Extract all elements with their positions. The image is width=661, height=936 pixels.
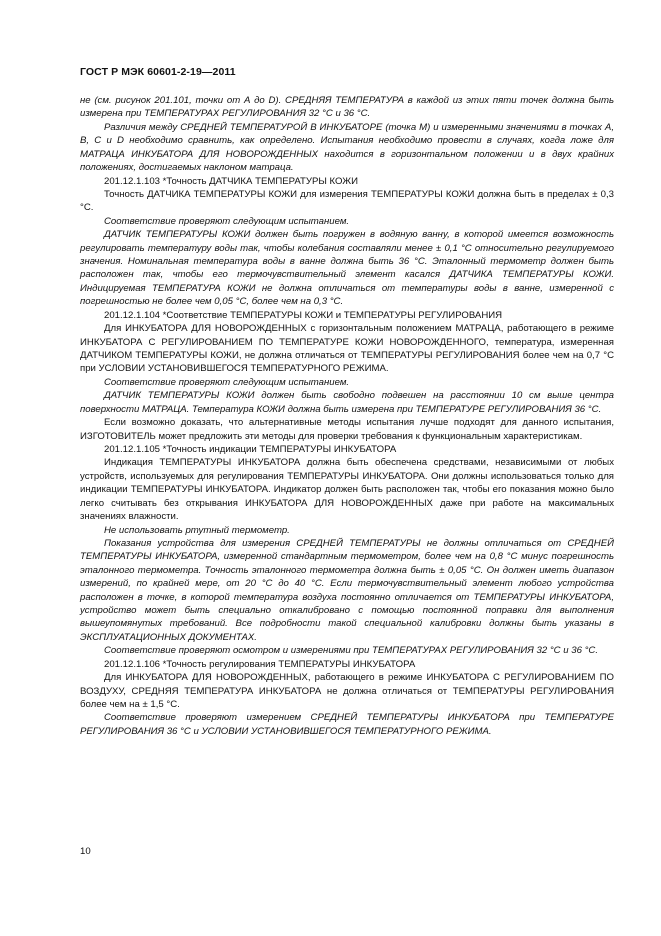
- paragraph: ДАТЧИК ТЕМПЕРАТУРЫ КОЖИ должен быть погружен в водяную ванну, в которой имеется возможность регулировать температуру воды так, чтобы колебания составляли менее ± 0,1 °С относительно регулируемого значения. Номинальная температура воды в ванне должна быть 36 °С. Эталонный термометр должен быть расположен так, чтобы его термочувствительный элемент касался ДАТЧИКА ТЕМПЕРАТУРЫ КОЖИ. Индицируемая ТЕМПЕРАТУРА КОЖИ не должна отличаться от температуры воды в ванне, измеренной с погрешностью не более чем 0,05 °С, более чем на 0,3 °С.: [80, 229, 614, 308]
- section-heading: 201.12.1.104 *Соответствие ТЕМПЕРАТУРЫ КОЖИ и ТЕМПЕРАТУРЫ РЕГУЛИРОВАНИЯ: [104, 309, 503, 321]
- paragraph: Соответствие проверяют следующим испытанием.: [104, 215, 350, 227]
- paragraph: Для ИНКУБАТОРА ДЛЯ НОВОРОЖДЕННЫХ с горизонтальным положением МАТРАЦА, работающего в режиме ИНКУБАТОРА С РЕГУЛИРОВАНИЕМ ПО ТЕМПЕРАТУРЕ КОЖИ НОВОРОЖДЕННОГО, температура, измеренная ДАТЧИКОМ ТЕМПЕРАТУРЫ КОЖИ, не должна отличаться от ТЕМПЕРАТУРЫ РЕГУЛИРОВАНИЯ более чем на 0,7 °С при УСЛОВИИ УСТАНОВИВШЕГОСЯ ТЕМПЕРАТУРНОГО РЕЖИМА.: [80, 323, 614, 375]
- paragraph: Индикация ТЕМПЕРАТУРЫ ИНКУБАТОРА должна быть обеспечена средствами, независимыми от любых устройств, используемых для регулирования ТЕМПЕРАТУРЫ ИНКУБАТОРА. Они должны использоваться только для индикации ТЕМПЕРАТУРЫ ИНКУБАТОРА. Индикатор должен быть расположен так, чтобы его показания можно было легко считывать без открывания ИНКУБАТОРА ДЛЯ НОВОРОЖДЕННЫХ даже при работе на максимальных значениях влажности.: [80, 457, 614, 523]
- section-heading: 201.12.1.105 *Точность индикации ТЕМПЕРАТУРЫ ИНКУБАТОРА: [104, 443, 397, 455]
- paragraph: не (см. рисунок 201.101, точки от А до D). СРЕДНЯЯ ТЕМПЕРАТУРА в каждой из этих пяти точек должна быть измерена при ТЕМПЕРАТУРАХ РЕГУЛИРОВАНИЯ 32 °С и 36 °С.: [80, 95, 614, 120]
- paragraph: Соответствие проверяют измерением СРЕДНЕЙ ТЕМПЕРАТУРЫ ИНКУБАТОРА при ТЕМПЕРАТУРЕ РЕГУЛИРОВАНИЯ 36 °С и УСЛОВИИ УСТАНОВИВШЕГОСЯ ТЕМПЕРАТУРНОГО РЕЖИМА.: [80, 712, 614, 737]
- paragraph: Соответствие проверяют следующим испытанием.: [104, 376, 350, 388]
- page-number: 10: [80, 846, 91, 857]
- paragraph: Показания устройства для измерения СРЕДНЕЙ ТЕМПЕРАТУРЫ не должны отличаться от СРЕДНЕЙ ТЕМПЕРАТУРЫ ИНКУБАТОРА, измеренной стандартным термометром, более чем на 0,8 °С минус погрешность эталонного термометра. Точность эталонного термометра должна быть ± 0,05 °С. Он должен иметь диапазон измерений, по крайней мере, от 20 °С до 40 °С. Если термочувствительный элемент любого устройства расположен в точке, в которой температура воздуха постоянно отличается от ТЕМПЕРАТУРЫ ИНКУБАТОРА, устройство может быть специально откалибровано с помощью постоянной поправки для выполнения вышеупомянутых требований. Все подробности такой специальной калибровки должны быть указаны в ЭКСПЛУАТАЦИОННЫХ ДОКУМЕНТАХ.: [80, 537, 614, 643]
- paragraph: Точность ДАТЧИКА ТЕМПЕРАТУРЫ КОЖИ для измерения ТЕМПЕРАТУРЫ КОЖИ должна быть в пределах ± 0,3 °С.: [80, 188, 614, 214]
- paragraph: Не использовать ртутный термометр.: [104, 524, 290, 536]
- standard-header: ГОСТ Р МЭК 60601-2-19—2011: [80, 66, 236, 78]
- section-heading: 201.12.1.103 *Точность ДАТЧИКА ТЕМПЕРАТУРЫ КОЖИ: [104, 175, 359, 187]
- paragraph: Соответствие проверяют осмотром и измерениями при ТЕМПЕРАТУРАХ РЕГУЛИРОВАНИЯ 32 °С и 36 °С.: [104, 645, 599, 657]
- document-body: [80, 94, 614, 738]
- paragraph: ДАТЧИК ТЕМПЕРАТУРЫ КОЖИ должен быть свободно подвешен на расстоянии 10 см выше центра поверхности МАТРАЦА. Температура КОЖИ должна быть измерена при ТЕМПЕРАТУРЕ РЕГУЛИРОВАНИЯ 36 °С.: [80, 390, 614, 415]
- section-heading: 201.12.1.106 *Точность регулирования ТЕМПЕРАТУРЫ ИНКУБАТОРА: [104, 658, 416, 670]
- paragraph: Для ИНКУБАТОРА ДЛЯ НОВОРОЖДЕННЫХ, работающего в режиме ИНКУБАТОРА С РЕГУЛИРОВАНИЕМ ПО ВОЗДУХУ, СРЕДНЯЯ ТЕМПЕРАТУРА ИНКУБАТОРА не должна отличаться от ТЕМПЕРАТУРЫ РЕГУЛИРОВАНИЯ более чем на ± 1,5 °С.: [80, 672, 614, 710]
- paragraph: Если возможно доказать, что альтернативные методы испытания лучше подходят для данного испытания, ИЗГОТОВИТЕЛЬ может предложить эти методы для проверки требования к функциональным характеристикам.: [80, 417, 614, 442]
- paragraph: Различия между СРЕДНЕЙ ТЕМПЕРАТУРОЙ В ИНКУБАТОРЕ (точка М) и измеренными значениями в точках А, В, С и D необходимо сравнить, как определено. Испытания необходимо провести в случаях, когда ложе для МАТРАЦА ИНКУБАТОРА ДЛЯ НОВОРОЖДЕННЫХ находится в горизонтальном положении и в двух крайних положениях, достигаемых наклоном матраца.: [80, 121, 614, 174]
